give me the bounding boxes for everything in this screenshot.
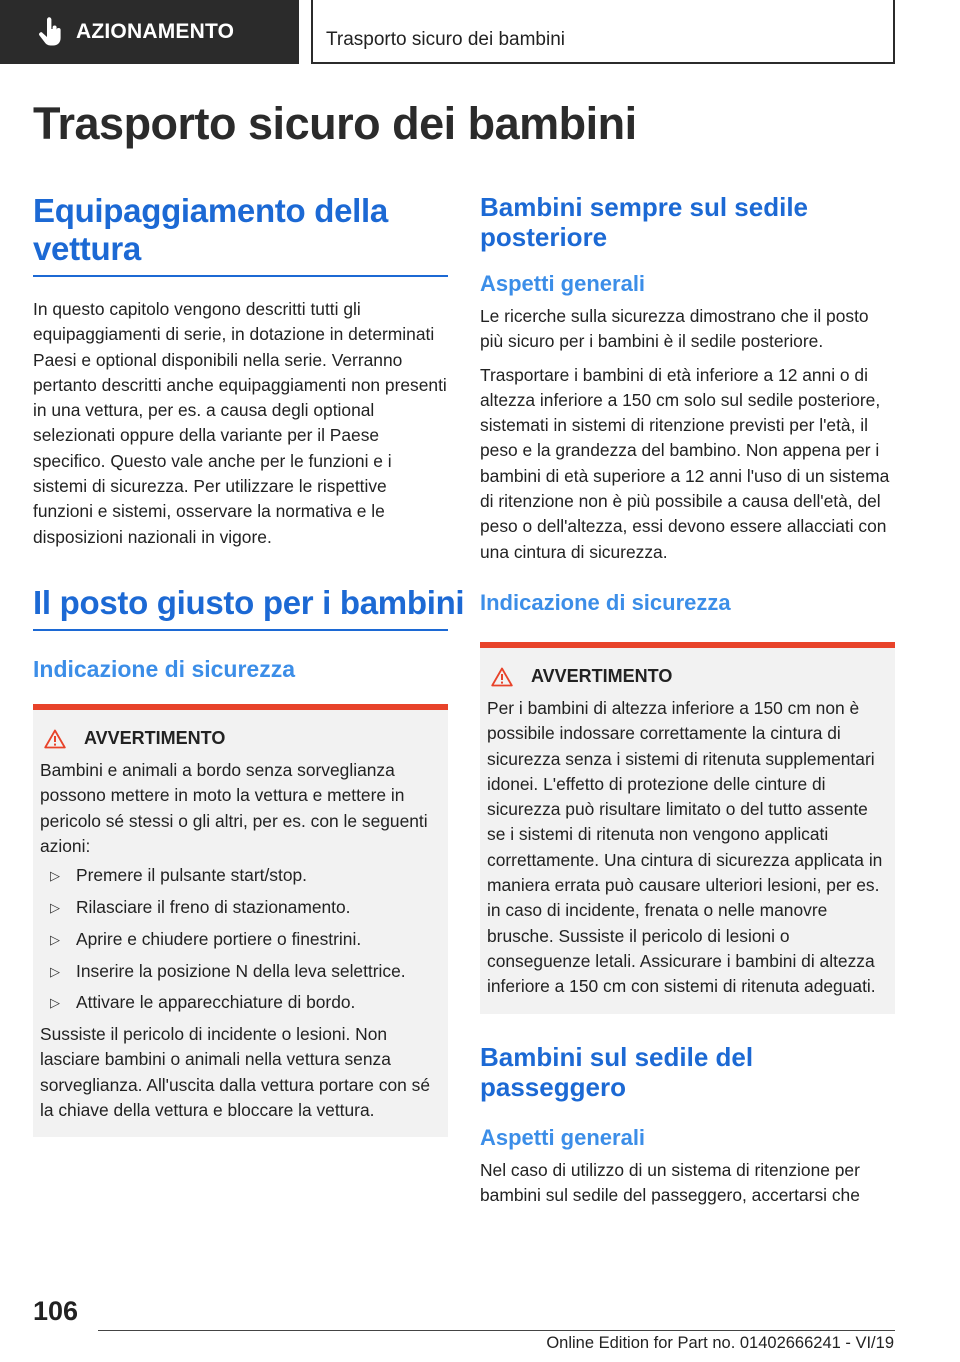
warning-header <box>487 664 888 690</box>
list-item: ▷ Rilasciare il freno di stazionamento. <box>40 895 441 920</box>
heading-indicazione-sicurezza: Indicazione di sicurezza <box>33 655 296 682</box>
warning-action-list <box>40 863 441 1015</box>
triangle-bullet-icon: ▷ <box>50 868 60 884</box>
heading-aspetti-generali: Aspetti generali <box>480 271 646 296</box>
list-item: ▷ Premere il pulsante start/stop. <box>40 863 441 888</box>
edition-info: Online Edition for Part no. 01402666241 - VI/19 <box>546 1334 894 1352</box>
heading-aspetti-generali: Aspetti generali <box>480 1124 646 1150</box>
section-label: Trasporto sicuro dei bambini <box>326 29 566 50</box>
warning-outro: Sussiste il pericolo di incidente o lesioni. Non lasciare bambini o animali nella vettura senza sorveglianza. All'uscita dalla vettura portare con sé la chiave della vettura e bloccare la vettura. <box>40 1024 430 1121</box>
divider <box>33 629 448 631</box>
footer-divider <box>98 1330 895 1331</box>
paragraph-passeggero: Nel caso di utilizzo di un sistema di ritenzione per bambini sul sedile del passeggero, accertarsi che <box>480 1159 860 1205</box>
list-item: ▷ Inserire la posizione N della leva selettrice. <box>40 959 441 984</box>
page-number: 106 <box>33 1296 79 1326</box>
paragraph-trasportare: Trasportare i bambini di età inferiore a 12 anni o di altezza inferiore a 150 cm solo sul sedile posteriore, sistemati in sistemi di ritenzione previsti per l'età, il peso e la grandezza del bambino. Non appena per i bambini di età superiore a 12 anni l'uso di un sistema di ritenzione non è più possibile a causa dell'età, del peso o dell'altezza, essi devono essere allacciati con una cintura di sicurezza. <box>480 364 890 562</box>
heading-sedile-posteriore: Bambini sempre sul sedile posteriore <box>480 192 809 252</box>
warning-label: AVVERTIMENTO <box>84 728 226 749</box>
chapter-tab <box>0 0 299 64</box>
pointing-hand-icon <box>38 17 64 47</box>
left-column <box>33 192 465 1137</box>
warning-header <box>40 726 441 752</box>
divider <box>33 275 448 277</box>
warning-label: AVVERTIMENTO <box>531 666 673 687</box>
warning-box <box>480 642 895 1014</box>
list-item: ▷ Attivare le apparecchiature di bordo. <box>40 990 441 1015</box>
heading-posto-giusto: Il posto giusto per i bambini <box>33 583 465 621</box>
warning-text: Per i bambini di altezza inferiore a 150 cm non è possibile indossare correttamente la cintura di sicurezza senza i sistemi di ritenuta supplementari idonei. L'effetto di protezione delle cinture di sicurezza può risultare limitato o del tutto assente se i sistemi di ritenuta non vengono applicati correttamente. Una cintura di sicurezza applicata in maniera errata può causare ulteriori lesioni, per es. in caso di incidente, frenata o nelle manovre brusche. Sussiste il pericolo di lesioni o conseguenze letali. Assicurare i bambini di altezza inferiore a 150 cm con sistemi di ritenuta adeguati. <box>487 697 883 997</box>
triangle-bullet-icon: ▷ <box>50 963 60 979</box>
heading-equipaggiamento: Equipaggiamento della vettura <box>33 192 388 267</box>
triangle-bullet-icon: ▷ <box>50 931 60 947</box>
warning-intro: Bambini e animali a bordo senza sorveglianza possono mettere in moto la vettura e mettere in pericolo sé stessi o gli altri, per es. con le seguenti azioni: <box>40 759 428 856</box>
triangle-bullet-icon: ▷ <box>50 995 60 1011</box>
paragraph-ricerche: Le ricerche sulla sicurezza dimostrano che il posto più sicuro per i bambini è il sedile posteriore. <box>480 306 869 352</box>
warning-triangle-icon <box>44 729 66 749</box>
warning-box <box>33 704 448 1137</box>
triangle-bullet-icon: ▷ <box>50 899 60 915</box>
list-item: ▷ Aprire e chiudere portiere o finestrini. <box>40 927 441 952</box>
chapter-label: AZIONAMENTO <box>76 20 235 43</box>
page-title: Trasporto sicuro dei bambini <box>33 98 637 149</box>
paragraph-equipaggiamento: In questo capitolo vengono descritti tutti gli equipaggiamenti di serie, in dotazione in determinati Paesi e optional disponibili nella serie. Verranno pertanto descritti anche equipaggiamenti non presenti in una vettura, per es. a causa degli optional selezionati oppure della variante per il Paese specifico. Questo vale anche per le funzioni e i sistemi di sicurezza. Per utilizzare le rispettive funzioni e sistemi, osservare la normativa e le disposizioni nazionali in vigore. <box>33 299 447 547</box>
right-column <box>480 192 895 1208</box>
heading-sedile-passeggero: Bambini sul sedile del passeggero <box>480 1041 754 1102</box>
warning-triangle-icon <box>491 667 513 687</box>
heading-indicazione-sicurezza: Indicazione di sicurezza <box>480 589 731 615</box>
